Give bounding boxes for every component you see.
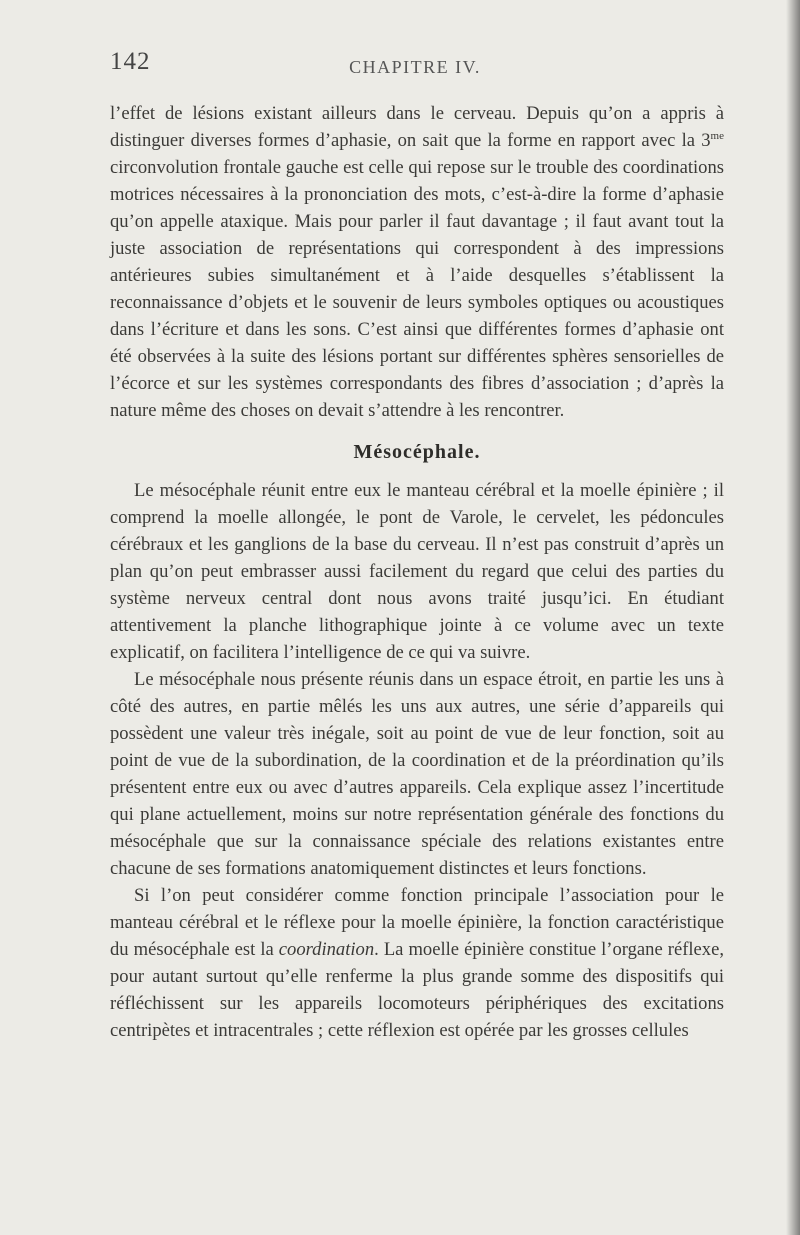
paragraph: Si l’on peut considérer comme fonction principale l’association pour le manteau cérébral et le réflexe pour la moelle épinière, la fonction caractéristique du mésocéphale est la coordination. La moelle épinière constitue l’organe réflexe, pour autant surtout qu’elle renferme la plus grande somme des dispositifs qui réfléchissent sur les appareils locomoteurs périphériques des excitations centripètes et intracentrales ; cette réflexion est opérée par les grosses cellules [110,885,725,1041]
page-header [110,48,720,88]
running-title: CHAPITRE IV. [349,57,481,77]
page-edge-shadow [786,0,800,1235]
paragraph: Le mésocéphale réunit entre eux le manteau cérébral et la moelle épinière ; il comprend la moelle allongée, le pont de Varole, le cervelet, les pédoncules cérébraux et les ganglions de la base du cerveau. Il n’est pas construit d’après un plan qu’on peut embrasser aussi facilement du regard que celui des parties du système nerveux central dont nous avons traité jusqu’ici. En étudiant attentivement la planche lithographique jointe à ce volume avec un texte explicatif, on facilitera l’intelligence de ce qui va suivre. [110,480,724,663]
page-number: 142 [110,48,151,75]
section-heading: Mésocéphale. [353,441,481,463]
superscript: me [710,129,724,142]
body-text [110,100,724,1044]
italic-term: coordination [278,939,375,960]
paragraph: Le mésocéphale nous présente réunis dans un espace étroit, en partie les uns à côté des autres, en partie mêlés les uns aux autres, une série d’appareils qui possèdent une valeur très inégale, soit au point de vue de leur fonction, soit au point de vue de la subordination, de la coordination et de la préordination qu’ils présentent entre eux ou avec d’autres appareils. Cela explique assez l’incertitude qui plane actuellement, moins sur notre représentation générale des fonctions du mésocéphale que sur la connaissance spéciale des relations existantes entre chacune de ses formations anatomiquement distinctes et leurs fonctions. [110,669,724,879]
paragraph: l’effet de lésions existant ailleurs dans le cerveau. Depuis qu’on a appris à distinguer diverses formes d’aphasie, on sait que la forme en rapport avec la $3^{me}$ circonvolution frontale gauche est celle qui repose sur le trouble des coordinations motrices nécessaires à la prononciation des mots, c’est-à-dire la forme d’aphasie qu’on appelle ataxique. Mais pour parler il faut davantage ; il faut avant tout la juste association de représentations qui correspondent à des impressions antérieures subies simultanément et à l’aide desquelles s’établissent la reconnaissance d’objets et le souvenir de leurs symboles optiques ou acoustiques dans l’écriture et dans les sons. C’est ainsi que différentes formes d’aphasie ont été observées à la suite des lésions portant sur différentes sphères sensorielles de l’écorce et sur les systèmes correspondants des fibres d’association ; d’après la nature même des choses on devait s’attendre à les rencontrer. [110,103,724,421]
